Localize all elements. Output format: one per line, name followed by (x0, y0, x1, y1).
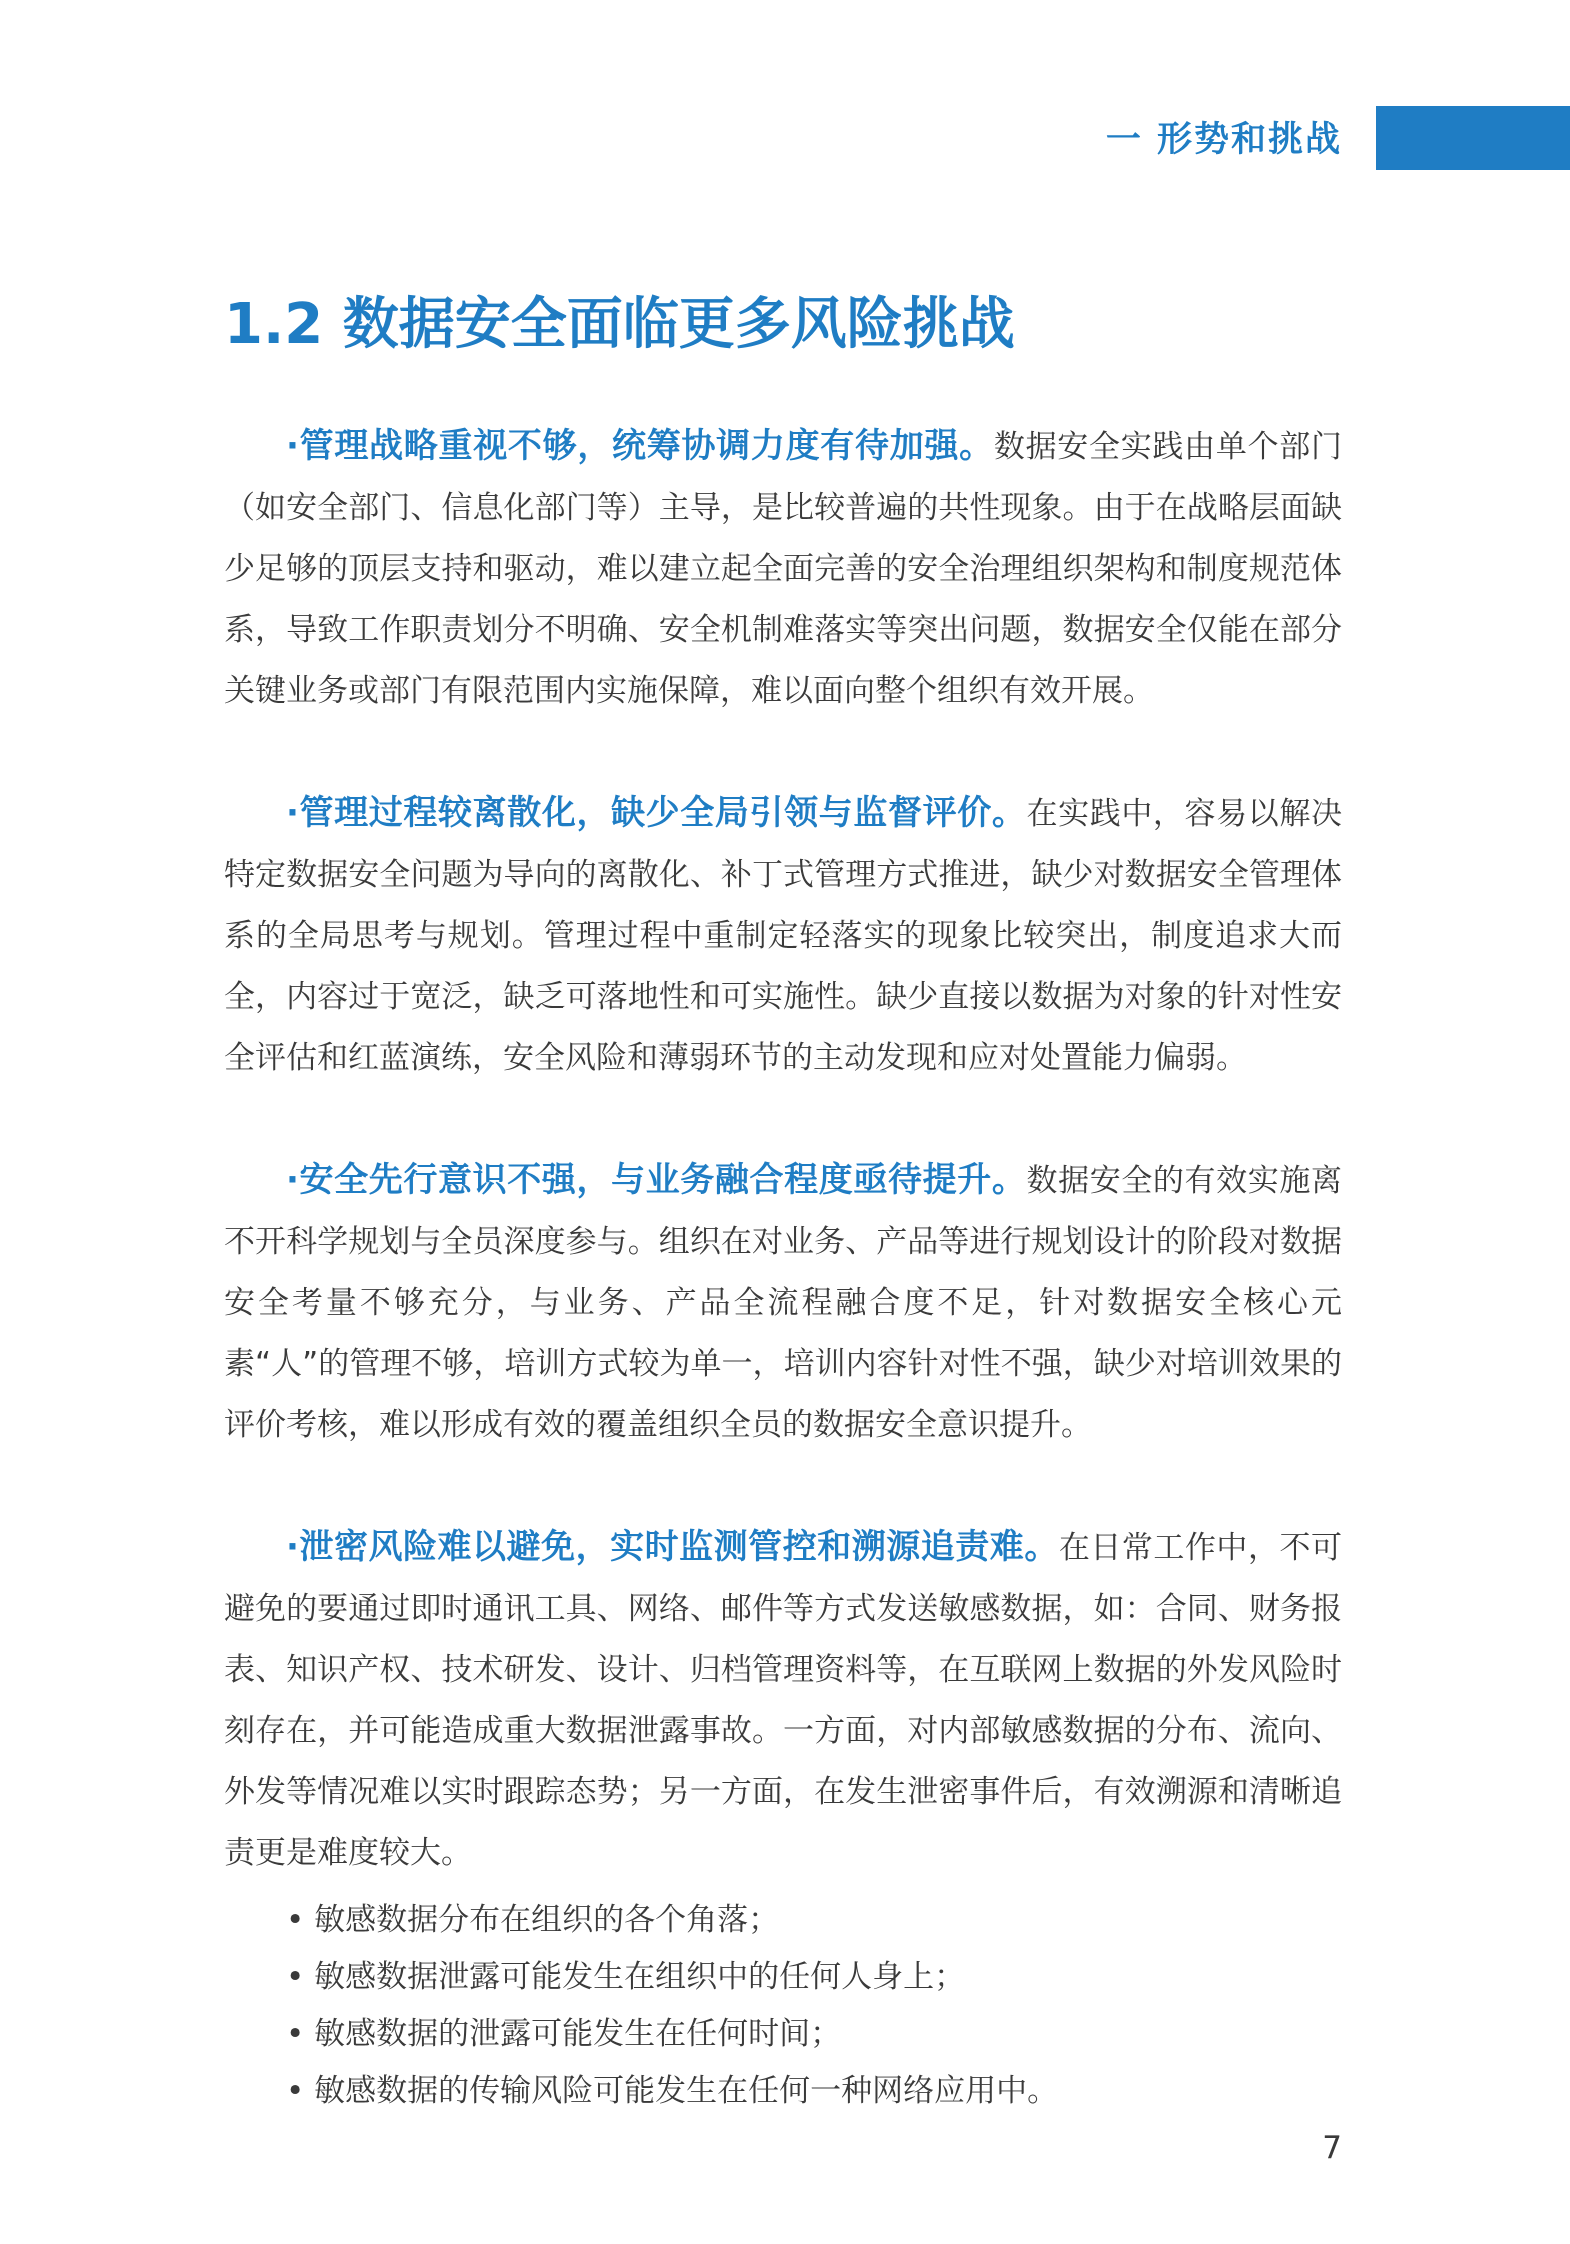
paragraph-leak-risk (224, 1517, 1342, 1884)
paragraph-text: 在实践中，容易以解决特定数据安全问题为导向的离散化、补丁式管理方式推进，缺少对数据安全管理体系的全局思考与规划。管理过程中重制定轻落实的现象比较突出，制度追求大而全，内容过于宽泛，缺乏可落地性和可实施性。缺少直接以数据为对象的针对性安全评估和红蓝演练，安全风险和薄弱环节的主动发现和应对处置能力偏弱。 (224, 796, 1343, 1076)
paragraph-security-awareness (224, 1150, 1342, 1456)
list-item: • 敏感数据泄露可能发生在组织中的任何人身上； (286, 1959, 966, 1995)
chapter-title: 一 形势和挑战 (1105, 120, 1342, 160)
page-number: 7 (1322, 2130, 1342, 2166)
section-title: 1.2 数据安全面临更多风险挑战 (224, 292, 1015, 357)
paragraph-text: 数据安全的有效实施离不开科学规划与全员深度参与。组织在对业务、产品等进行规划设计的阶段对数据安全考量不够充分，与业务、产品全流程融合度不足，针对数据安全核心元素“人”的管理不够，培训方式较为单一，培训内容针对性不强，缺少对培训效果的评价考核，难以形成有效的覆盖组织全员的数据安全意识提升。 (224, 1163, 1343, 1443)
paragraph-lead: ·管理过程较离散化，缺少全局引领与监督评价。 (286, 793, 1027, 833)
paragraph-lead: ·泄密风险难以避免，实时监测管控和溯源追责难。 (286, 1527, 1059, 1567)
list-item: • 敏感数据的传输风险可能发生在任何一种网络应用中。 (286, 2073, 1059, 2109)
paragraph-text: 数据安全实践由单个部门（如安全部门、信息化部门等）主导，是比较普遍的共性现象。由于在战略层面缺少足够的顶层支持和驱动，难以建立起全面完善的安全治理组织架构和制度规范体系，导致工作职责划分不明确、安全机制难落实等突出问题，数据安全仅能在部分关键业务或部门有限范围内实施保障，难以面向整个组织有效开展。 (224, 429, 1342, 709)
risk-bullet-list (224, 1892, 1342, 2120)
paragraph-management-process (224, 783, 1342, 1089)
paragraph-text: 在日常工作中，不可避免的要通过即时通讯工具、网络、邮件等方式发送敏感数据，如：合同、财务报表、知识产权、技术研发、设计、归档管理资料等，在互联网上数据的外发风险时刻存在，并可能造成重大数据泄露事故。一方面，对内部敏感数据的分布、流向、外发等情况难以实时跟踪态势；另一方面，在发生泄密事件后，有效溯源和清晰追责更是难度较大。 (224, 1530, 1342, 1871)
body-content (224, 416, 1342, 2120)
list-item: • 敏感数据的泄露可能发生在任何时间； (286, 2016, 842, 2052)
paragraph-lead: ·管理战略重视不够，统筹协调力度有待加强。 (286, 426, 994, 466)
paragraph-management-strategy (224, 416, 1342, 722)
header-accent-bar (1376, 106, 1570, 170)
list-item: • 敏感数据分布在组织的各个角落； (286, 1902, 780, 1938)
paragraph-lead: ·安全先行意识不强，与业务融合程度亟待提升。 (286, 1160, 1027, 1200)
